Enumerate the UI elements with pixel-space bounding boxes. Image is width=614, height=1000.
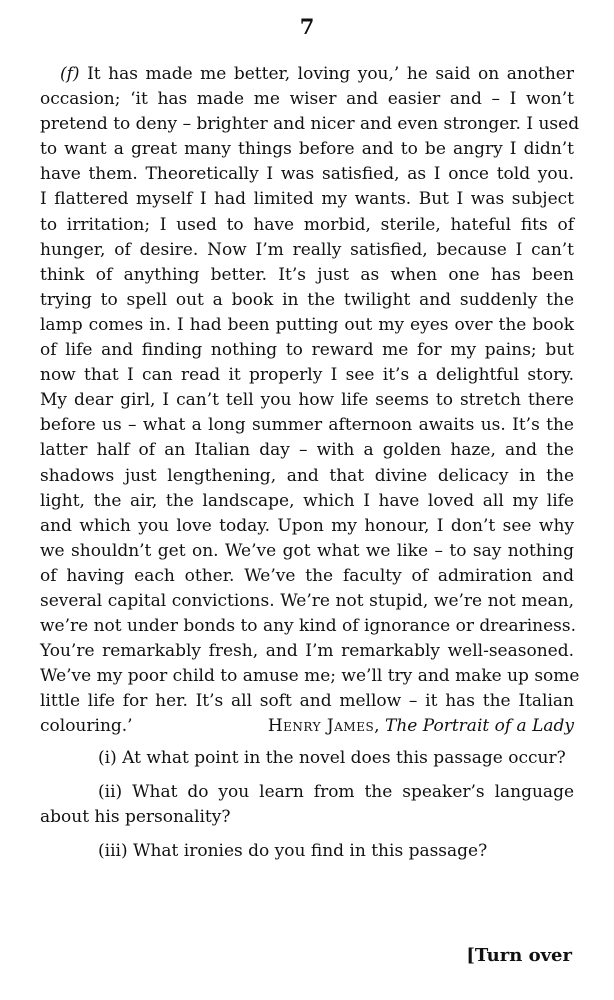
attribution: Henry James, The Portrait of a Lady (267, 716, 574, 737)
passage-line: and which you love today. Upon my honour, I don’t see why (40, 515, 574, 536)
passage-line: have them. Theoretically I was satisfied, as I once told you. (40, 164, 574, 185)
passage-line: to want a great many things before and to be angry I didn’t (40, 139, 574, 160)
passage-line: (f) It has made me better, loving you,’ he said on another (60, 64, 574, 84)
question-line: (iii) What ironies do you find in this passage? (98, 840, 488, 861)
author: Henry James (267, 716, 375, 737)
passage-line: My dear girl, I can’t tell you how life seems to stretch there (40, 390, 574, 411)
passage-line: now that I can read it properly I see it’s a delightful story. (40, 365, 574, 386)
passage-label: (f) (60, 64, 80, 84)
passage-line: trying to spell out a book in the twilight and suddenly the (40, 289, 574, 310)
passage-line: before us – what a long summer afternoon awaits us. It’s the (40, 415, 574, 436)
question-number: (ii) (98, 781, 123, 802)
page-number: 7 (299, 14, 315, 39)
passage-line: several capital convictions. We’re not stupid, we’re not mean, (40, 590, 574, 611)
question-line: (ii) What do you learn from the speaker’s language (98, 781, 575, 802)
passage-line: to irritation; I used to have morbid, sterile, hateful fits of (40, 214, 574, 235)
passage-line: lamp comes in. I had been putting out my eyes over the book (40, 314, 574, 335)
passage-line: We’ve my poor child to amuse me; we’ll try and make up some (40, 666, 580, 687)
passage-line: light, the air, the landscape, which I have loved all my life (40, 490, 574, 511)
question (40, 839, 574, 865)
passage-final-line: colouring.’ Henry James, The Portrait of a Lady (40, 714, 574, 739)
passage-line: occasion; ‘it has made me wiser and easier and – I won’t (40, 89, 574, 110)
work-title: The Portrait of a Lady (384, 716, 574, 737)
passage-line: of having each other. We’ve the faculty of admiration and (40, 565, 574, 586)
passage-line: we’re not under bonds to any kind of ignorance or dreariness. (40, 616, 577, 637)
passage-line: little life for her. It’s all soft and mellow – it has the Italian (40, 691, 574, 712)
passage-line: shadows just lengthening, and that divine delicacy in the (40, 465, 574, 486)
passage-line: You’re remarkably fresh, and I’m remarkably well-seasoned. (40, 641, 574, 662)
passage-line: latter half of an Italian day – with a golden haze, and the (40, 440, 574, 461)
question (40, 780, 574, 831)
passage-line: I flattered myself I had limited my wants. But I was subject (40, 189, 574, 210)
question (40, 746, 574, 772)
passage-line: of life and finding nothing to reward me for my pains; but (40, 340, 574, 361)
question-line: about his personality? (40, 807, 231, 827)
turn-over-note: [Turn over (466, 945, 572, 966)
question-number: (iii) (98, 840, 128, 861)
passage (40, 62, 580, 740)
question-number: (i) (98, 748, 117, 768)
question-line: (i) At what point in the novel does this passage occur? (98, 748, 566, 768)
passage-line: think of anything better. It’s just as when one has been (40, 264, 574, 285)
passage-line: we shouldn’t get on. We’ve got what we like – to say nothing (40, 540, 574, 561)
passage-line: hunger, of desire. Now I’m really satisfied, because I can’t (40, 239, 574, 260)
questions (40, 746, 574, 872)
passage-line: pretend to deny – brighter and nicer and even stronger. I used (40, 114, 580, 135)
